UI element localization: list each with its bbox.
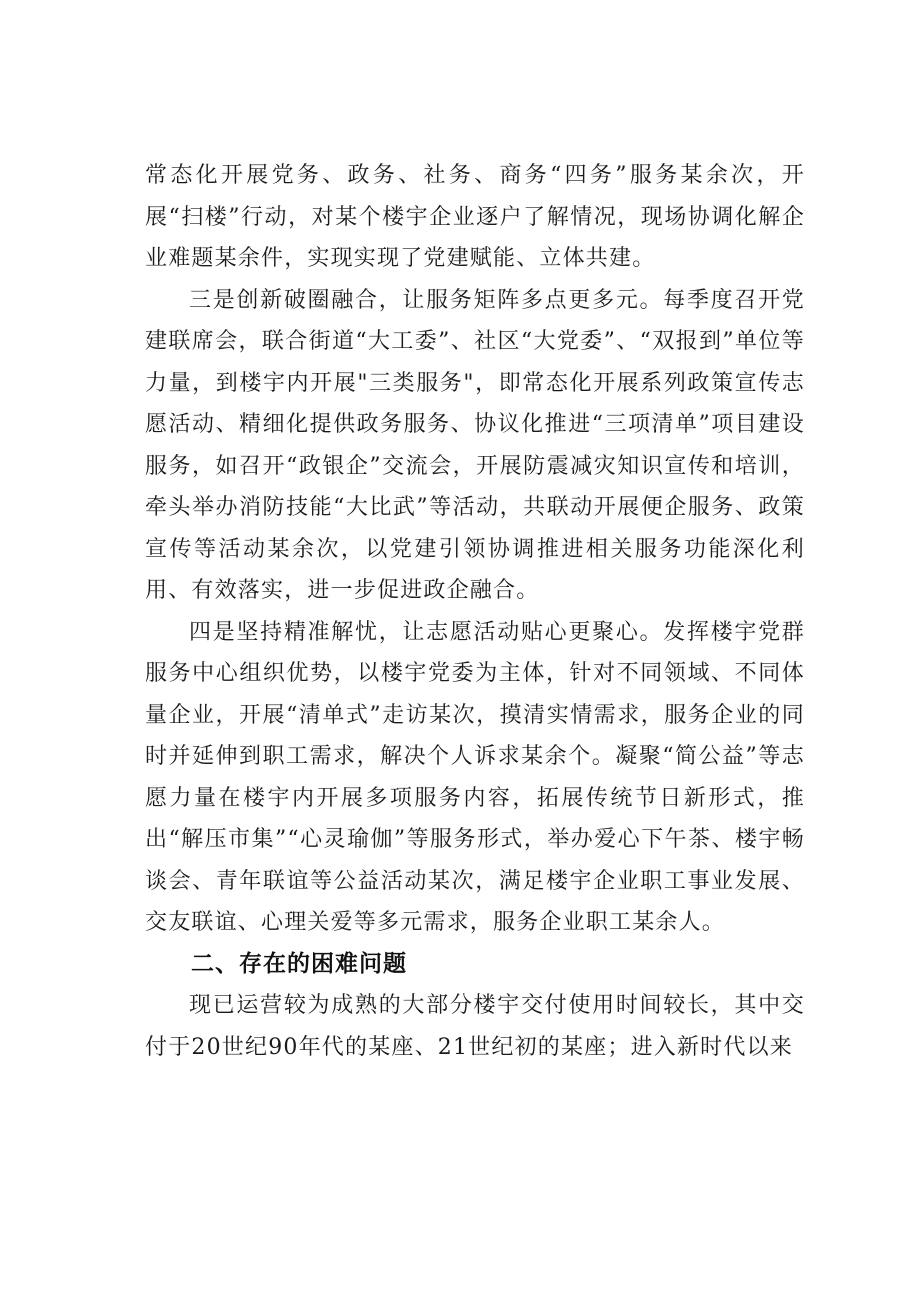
paragraph-problems: 现已运营较为成熟的大部分楼宇交付使用时间较长，其中交付于20世纪90年代的某座、21世纪初的某座；进入新时代以来 bbox=[145, 993, 805, 1060]
paragraph-innovation: 三是创新破圈融合，让服务矩阵多点更多元。每季度召开党建联席会，联合街道“大工委”、社区“大党委”、“双报到”单位等力量，到楼宇内开展"三类服务"，即常态化开展系列政策宣传志愿活动、精细化提供政务服务、协议化推进“三项清单”项目建设服务，如召开“政银企”交流会，开展防震减灾知识宣传和培训，牵头举办消防技能“大比武”等活动，共联动开展便企服务、政策宣传等活动某余次，以党建引领协调推进相关服务功能深化利用、有效落实，进一步促进政企融合。 bbox=[145, 287, 805, 603]
document-body bbox=[145, 155, 805, 1068]
paragraph-continuation: 常态化开展党务、政务、社务、商务“四务”服务某余次，开展“扫楼”行动，对某个楼宇企业逐户了解情况，现场协调化解企业难题某余件，实现实现了党建赋能、立体共建。 bbox=[145, 163, 805, 271]
section-heading: 二、存在的困难问题 bbox=[191, 950, 407, 977]
paragraph-volunteer: 四是坚持精准解忧，让志愿活动贴心更聚心。发挥楼宇党群服务中心组织优势，以楼宇党委为主体，针对不同领域、不同体量企业，开展“清单式”走访某次，摸清实情需求，服务企业的同时并延伸到职工需求，解决个人诉求某余个。凝聚“简公益”等志愿力量在楼宇内开展多项服务内容，拓展传统节日新形式，推出“解压市集”“心灵瑜伽”等服务形式，举办爱心下午茶、楼宇畅谈会、青年联谊等公益活动某次，满足楼宇企业职工事业发展、交友联谊、心理关爱等多元需求，服务企业职工某余人。 bbox=[145, 619, 805, 935]
